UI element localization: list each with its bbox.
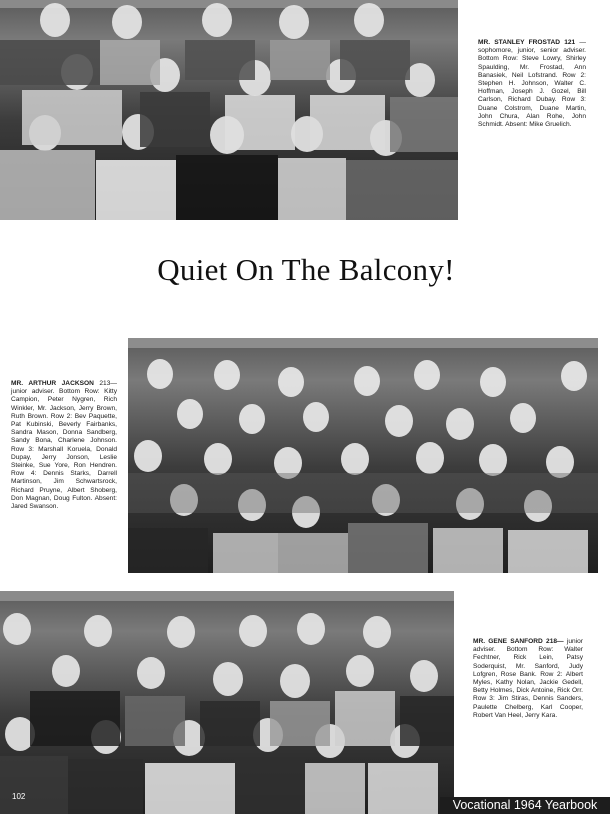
caption-frostad xyxy=(478,39,586,129)
adviser-name: MR. STANLEY FROSTAD 121 xyxy=(478,39,576,46)
group-photo-figures xyxy=(0,0,458,220)
class-photo-jackson xyxy=(128,338,598,573)
adviser-name: MR. ARTHUR JACKSON xyxy=(11,380,94,387)
caption-text: 213—junior adviser. Bottom Row: Kitty Campion, Peter Nygren, Rich Winkler, Mr. Jackson, Jerry Brown, Ruth Brown. Row 2: Bev Paquette, Pat Kubinski, Beverly Fairbanks, Sandra Mason, Donna Sandberg, Sandy Bona, Charlene Johnson. Row 3: Marshall Koruela, Donald Dupay, Jerry Jonson, Leslie Steinke, Sue Yore, Ron Hendren. Row 4: Dennis Starks, Darrell Martinson, Jim Schwartsrock, Richard Pruyne, Albert Shoberg, Don Magnan, Doug Fulton. Absent: Jared Swanson. xyxy=(11,380,117,511)
yearbook-watermark: Vocational 1964 Yearbook xyxy=(440,797,610,814)
class-photo-sanford xyxy=(0,591,454,814)
class-photo-frostad xyxy=(0,0,458,220)
caption-text: —sophomore, junior, senior adviser. Bottom Row: Steve Lowry, Shirley Spaulding, Mr. Frostad, Ann Banasiek, Neil Lofstrand. Row 2: Stephen H. Johnson, Walter C. Hoffman, Joseph J. Gozel, Bill Carlson, Richard Dubay. Row 3: Duane Colstrom, Duane Martin, John Chura, Alan Rohe, John Schmidt. Absent: Mike Gruelich. xyxy=(478,39,586,129)
adviser-name: MR. GENE SANFORD 218— xyxy=(473,638,564,645)
group-photo-figures xyxy=(0,591,454,814)
page-headline: Quiet On The Balcony! xyxy=(157,252,455,287)
caption-sanford xyxy=(473,638,583,720)
group-photo-figures xyxy=(128,338,598,573)
caption-text: junior adviser. Bottom Row: Walter Fechtner, Rick Lein, Patsy Soderquist, Mr. Sanford, Judy Lofgren, Rose Bank. Row 2: Albert Myles, Kathy Nolan, Jackie Gedell, Betty Holmes, Dick Antoine, Rick Orr. Row 3: Jim Stiras, Dennis Sanders, Paulette Chelberg, Karl Cooper, Robert Van Heel, Jerry Kara. xyxy=(473,638,583,719)
page-number: 102 xyxy=(12,792,26,801)
caption-jackson xyxy=(11,380,117,511)
